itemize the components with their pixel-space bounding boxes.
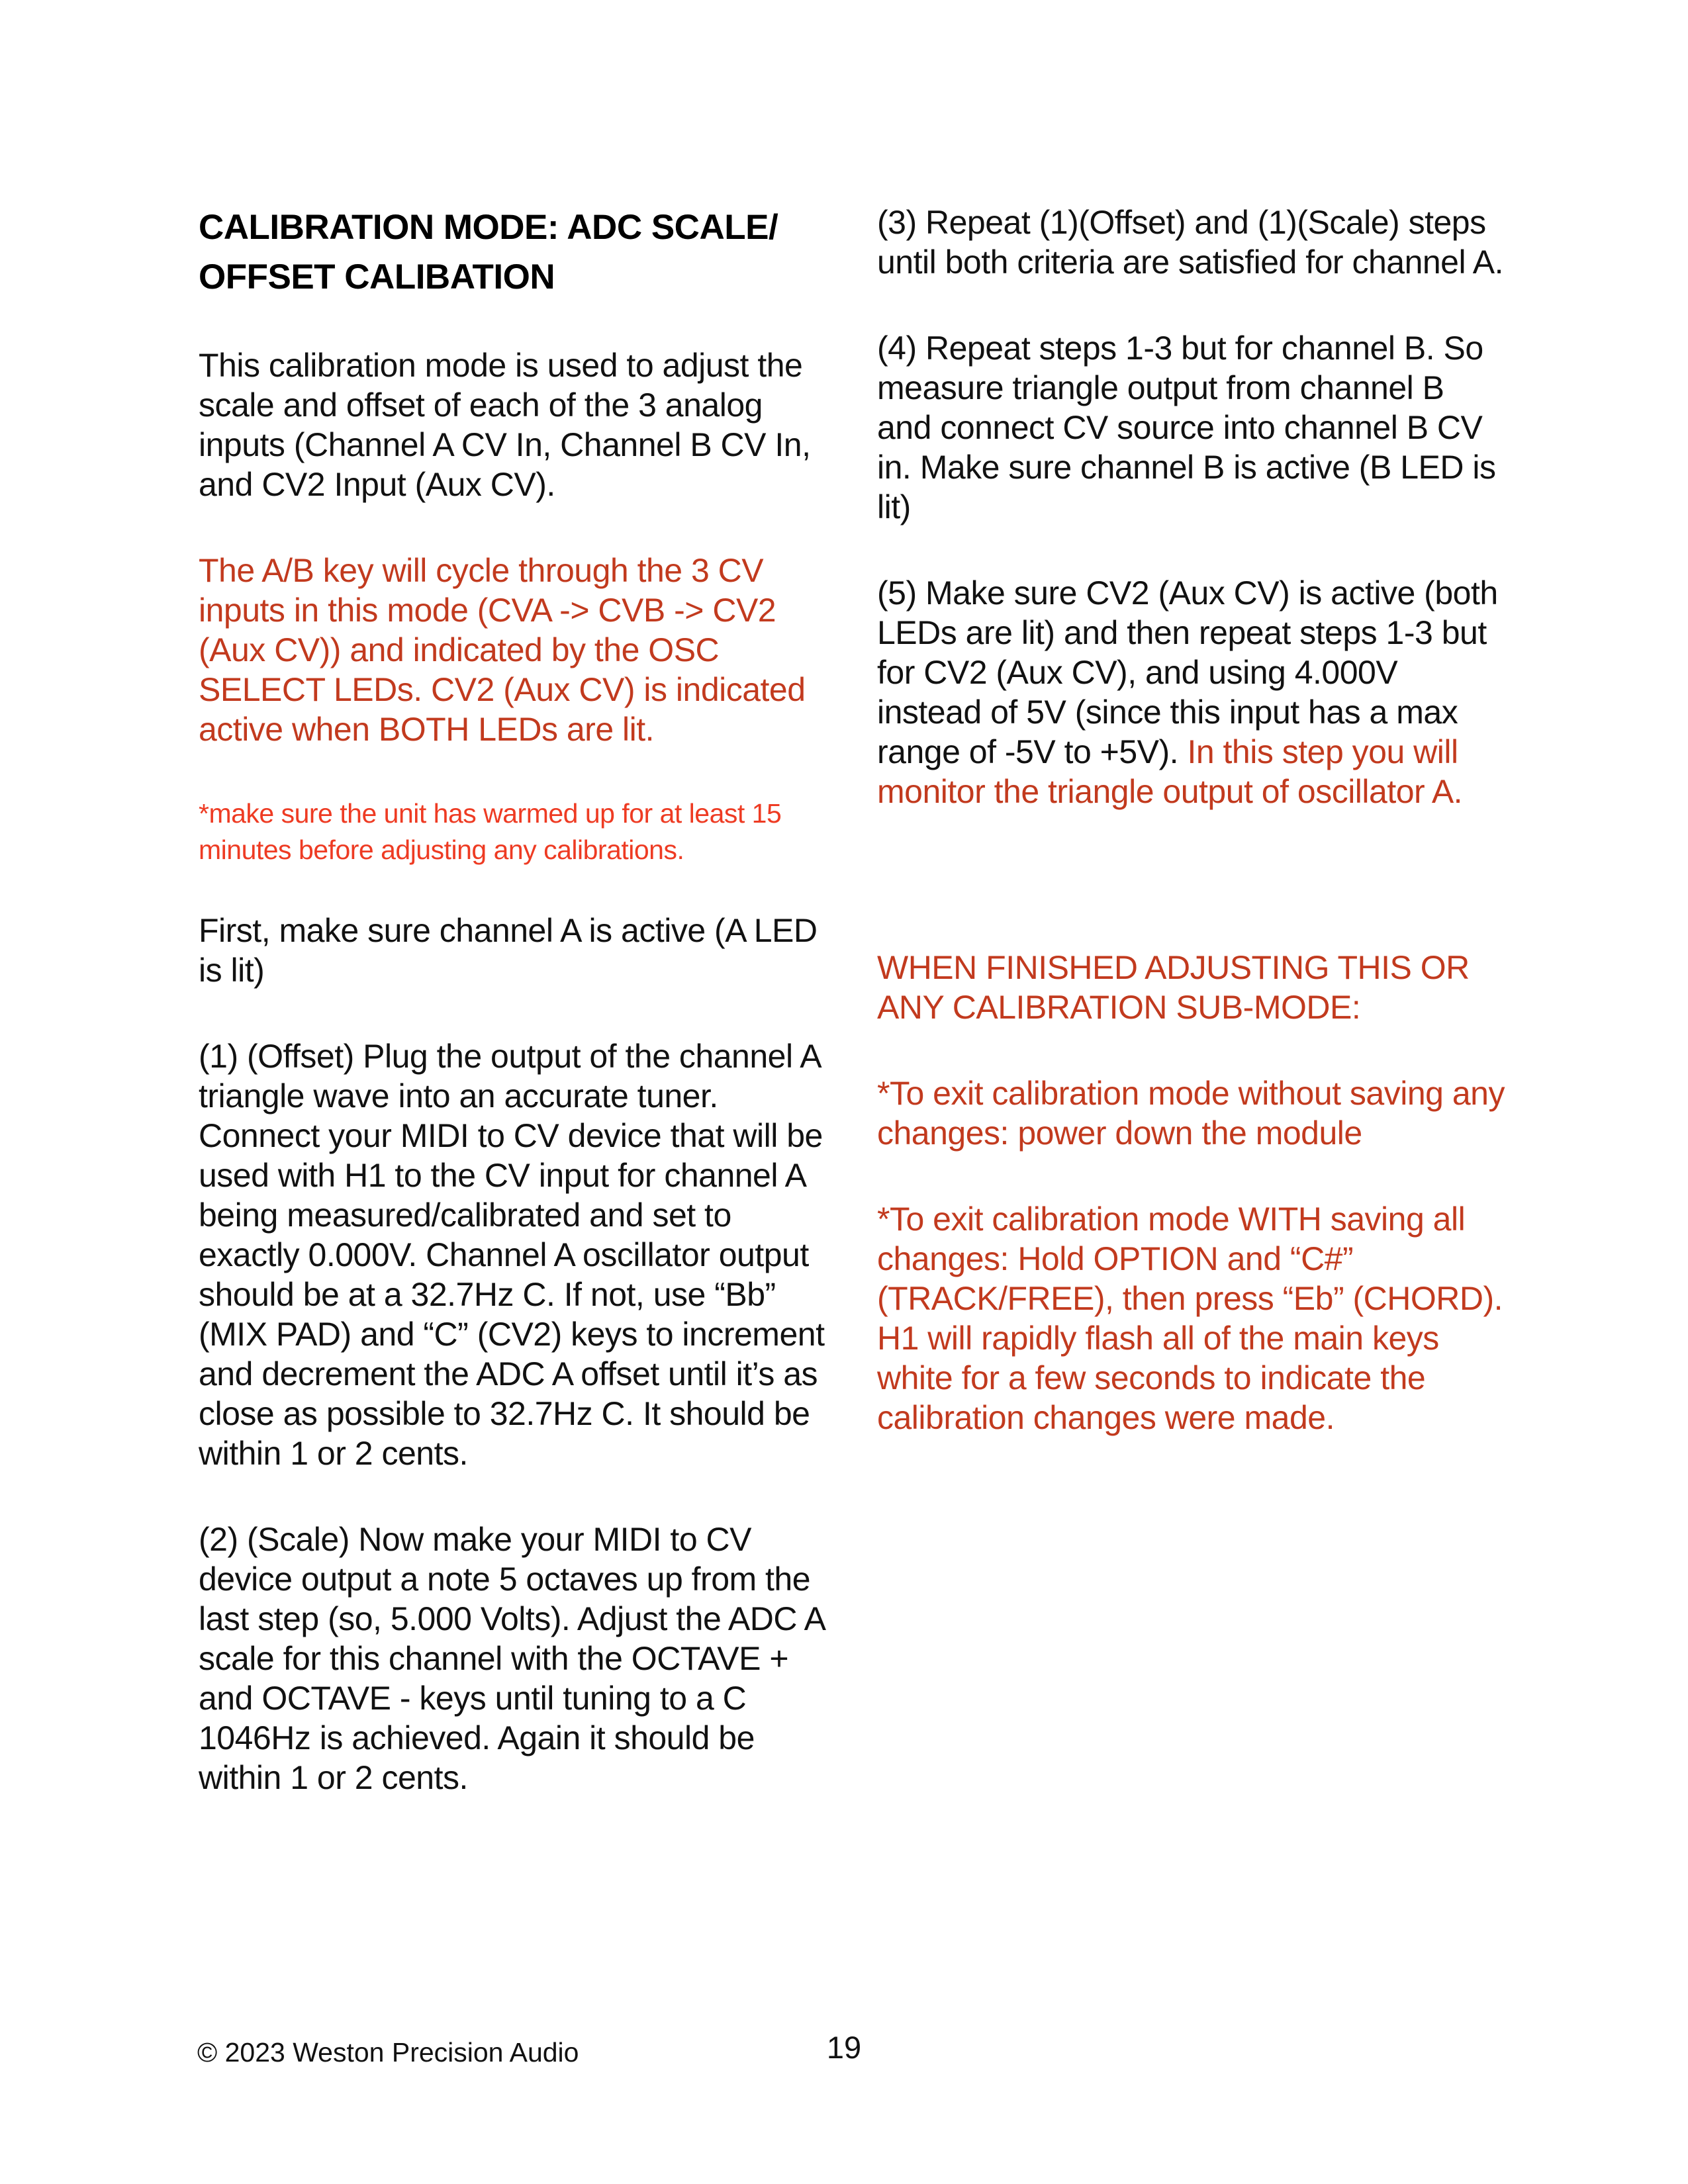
heading-line-1: CALIBRATION MODE: ADC SCALE/ (199, 208, 778, 247)
step5-paragraph (877, 573, 1506, 811)
exit-with-saving-paragraph: *To exit calibration mode WITH saving all changes: Hold OPTION and “C#” (TRACK/FREE), then press “Eb” (CHORD). H1 will rapidly flash all of the main keys white for a few seconds to indicate the calibration changes were made. (877, 1201, 1503, 1436)
step5-text-red: In this step you will monitor the triangle output of oscillator A. (877, 733, 1463, 810)
footer-copyright: © 2023 Weston Precision Audio (197, 2037, 579, 2068)
step2-scale-paragraph: (2) (Scale) Now make your MIDI to CV device output a note 5 octaves up from the last step (so, 5.000 Volts). Adjust the ADC A scale for this channel with the OCTAVE + and OCTAVE - keys until tuning to a C 1046Hz is achieved. Again it should be within 1 or 2 cents. (199, 1521, 824, 1796)
page-title (199, 203, 827, 302)
right-column (877, 203, 1506, 1437)
when-finished-heading: WHEN FINISHED ADJUSTING THIS OR ANY CALIBRATION SUB-MODE: (877, 949, 1470, 1026)
ab-key-cycle-paragraph: The A/B key will cycle through the 3 CV inputs in this mode (CVA -> CVB -> CV2 (Aux CV)) and indicated by the OSC SELECT LEDs. CV2 (Aux CV) is indicated active when BOTH LEDs are lit. (199, 552, 806, 748)
page-number: 19 (826, 2030, 862, 2065)
step1-offset-paragraph: (1) (Offset) Plug the output of the channel A triangle wave into an accurate tuner. Connect your MIDI to CV device that will be used with H1 to the CV input for channel A being measured/calibrated and set to exactly 0.000V. Channel A oscillator output should be at a 32.7Hz C. If not, use “Bb” (MIX PAD) and “C” (CV2) keys to increment and decrement the ADC A offset until it’s as close as possible to 32.7Hz C. It should be within 1 or 2 cents. (199, 1038, 825, 1472)
step4-paragraph: (4) Repeat steps 1-3 but for channel B. So measure triangle output from channel B and connect CV source into channel B CV in. Make sure channel B is active (B LED is lit) (877, 330, 1496, 525)
heading-line-2: OFFSET CALIBATION (199, 257, 555, 296)
exit-without-saving-paragraph: *To exit calibration mode without saving any changes: power down the module (877, 1075, 1505, 1152)
step3-paragraph: (3) Repeat (1)(Offset) and (1)(Scale) steps until both criteria are satisfied for channel A. (877, 204, 1503, 281)
left-column (199, 203, 827, 1797)
step5-text-black: (5) Make sure CV2 (Aux CV) is active (both LEDs are lit) and then repeat steps 1-3 but for CV2 (Aux CV), and using 4.000V instead of 5V (since this input has a max range of -5V to +5V). (877, 574, 1498, 770)
channel-a-active-paragraph: First, make sure channel A is active (A LED is lit) (199, 912, 818, 989)
warmup-note: *make sure the unit has warmed up for at least 15 minutes before adjusting any calibrations. (199, 798, 782, 865)
intro-paragraph: This calibration mode is used to adjust the scale and offset of each of the 3 analog inputs (Channel A CV In, Channel B CV In, and CV2 Input (Aux CV). (199, 347, 811, 503)
